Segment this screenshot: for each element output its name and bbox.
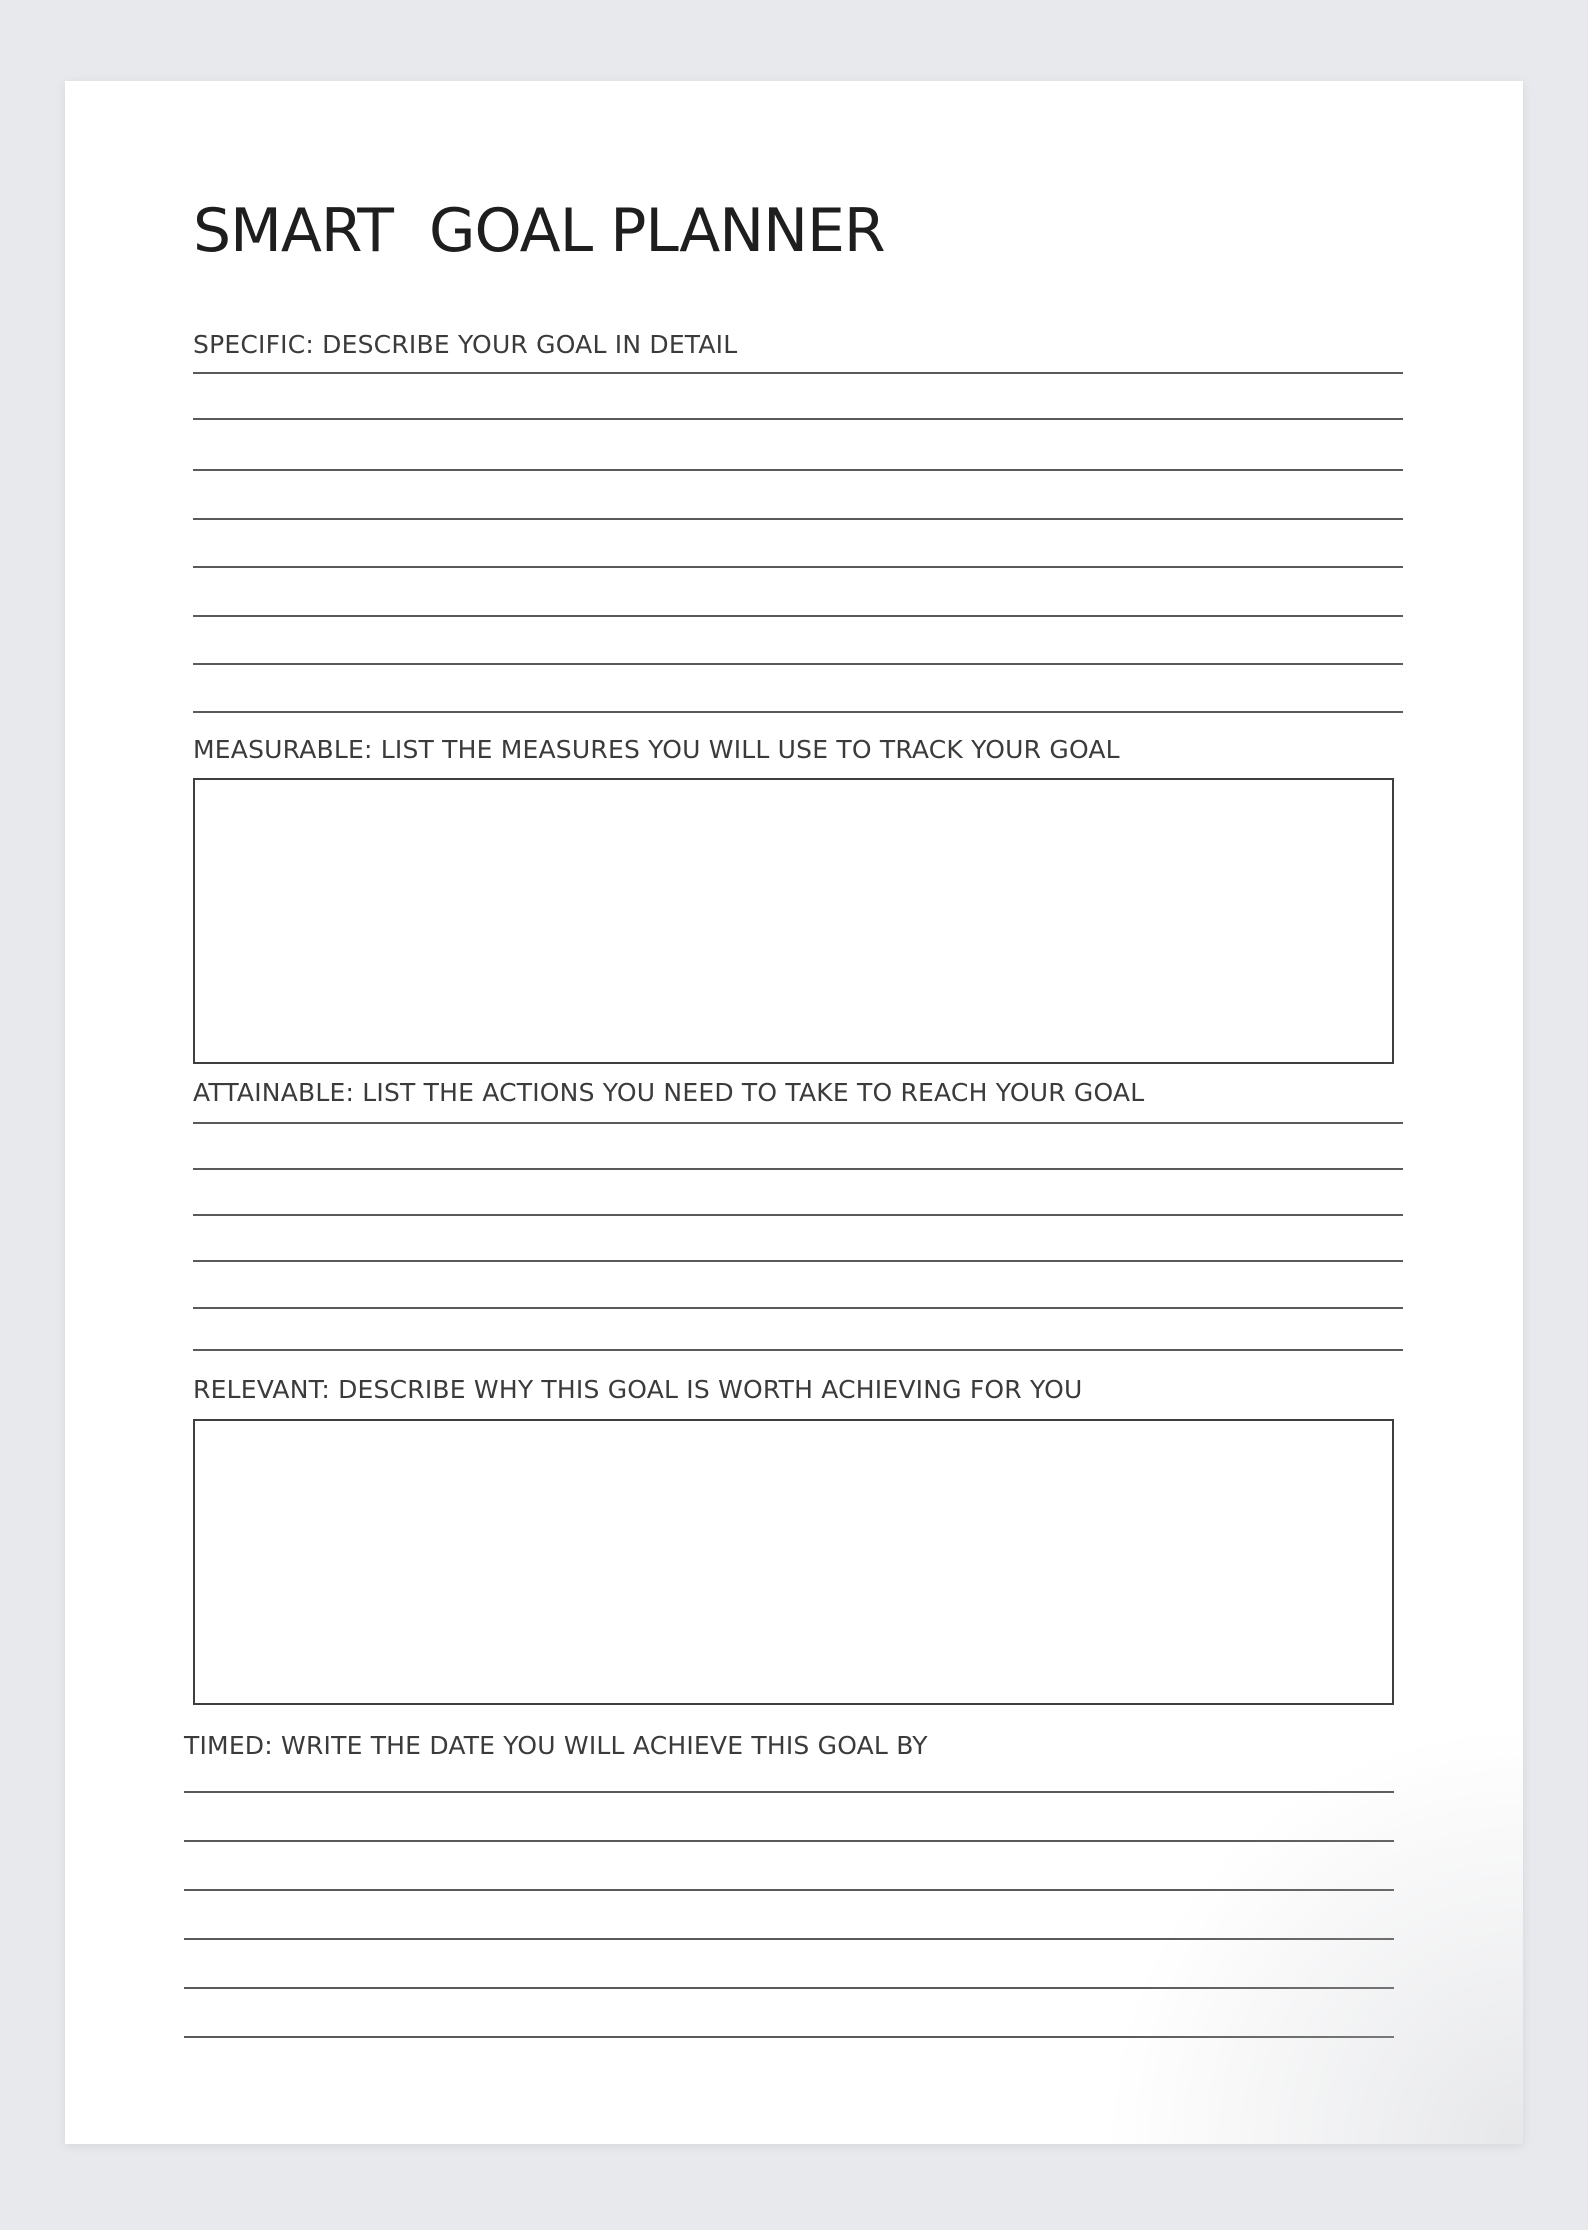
- specific-label: SPECIFIC: DESCRIBE YOUR GOAL IN DETAIL: [193, 330, 738, 359]
- attainable-label: ATTAINABLE: LIST THE ACTIONS YOU NEED TO TAKE TO REACH YOUR GOAL: [193, 1078, 1145, 1107]
- attainable-line-5[interactable]: [193, 1307, 1403, 1309]
- attainable-line-1[interactable]: [193, 1122, 1403, 1124]
- timed-line-2[interactable]: [184, 1840, 1394, 1842]
- specific-line-5[interactable]: [193, 566, 1403, 568]
- specific-line-6[interactable]: [193, 615, 1403, 617]
- timed-line-6[interactable]: [184, 2036, 1394, 2038]
- measurable-box[interactable]: [193, 778, 1394, 1064]
- timed-line-1[interactable]: [184, 1791, 1394, 1793]
- specific-line-3[interactable]: [193, 469, 1403, 471]
- timed-line-3[interactable]: [184, 1889, 1394, 1891]
- specific-line-8[interactable]: [193, 711, 1403, 713]
- measurable-label: MEASURABLE: LIST THE MEASURES YOU WILL USE TO TRACK YOUR GOAL: [193, 735, 1120, 764]
- specific-line-4[interactable]: [193, 518, 1403, 520]
- specific-line-2[interactable]: [193, 418, 1403, 420]
- timed-label: TIMED: WRITE THE DATE YOU WILL ACHIEVE THIS GOAL BY: [184, 1731, 928, 1760]
- worksheet-page: [65, 81, 1523, 2144]
- relevant-box[interactable]: [193, 1419, 1394, 1705]
- page-title: SMART GOAL PLANNER: [193, 196, 885, 266]
- attainable-line-4[interactable]: [193, 1260, 1403, 1262]
- specific-line-7[interactable]: [193, 663, 1403, 665]
- attainable-line-2[interactable]: [193, 1168, 1403, 1170]
- timed-line-4[interactable]: [184, 1938, 1394, 1940]
- attainable-line-6[interactable]: [193, 1349, 1403, 1351]
- relevant-label: RELEVANT: DESCRIBE WHY THIS GOAL IS WORTH ACHIEVING FOR YOU: [193, 1375, 1083, 1404]
- specific-line-1[interactable]: [193, 372, 1403, 374]
- timed-line-5[interactable]: [184, 1987, 1394, 1989]
- attainable-line-3[interactable]: [193, 1214, 1403, 1216]
